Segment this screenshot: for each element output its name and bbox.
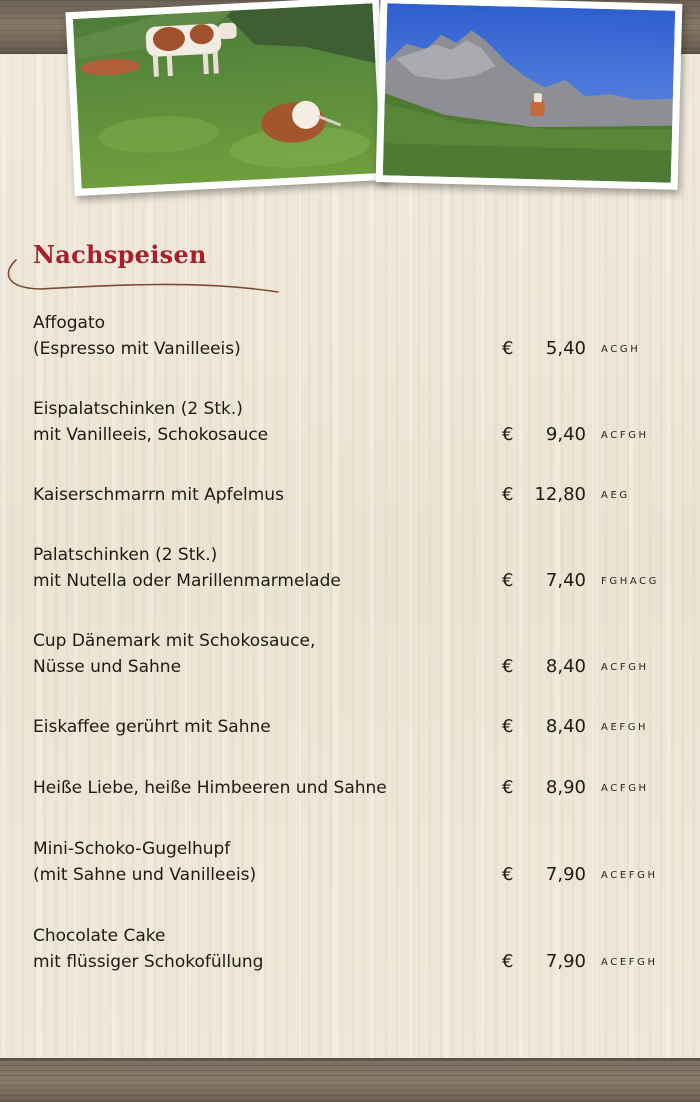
menu-item-name-line: Eispalatschinken (2 Stk.)	[33, 399, 243, 419]
menu-item-name	[33, 310, 483, 362]
menu-item-name-line: Affogato	[33, 313, 106, 333]
menu-item-name-line: Nüsse und Sahne	[33, 657, 182, 677]
allergen-codes: ACFGH	[601, 783, 649, 794]
currency-symbol: €	[502, 951, 514, 972]
menu-item-name-line: mit flüssiger Schokofüllung	[33, 952, 264, 972]
allergen-codes: ACFGH	[601, 662, 649, 673]
currency-symbol: €	[502, 716, 514, 737]
menu-item-price: 8,40	[545, 716, 586, 737]
menu-item-price: 7,90	[545, 951, 586, 972]
menu-item-price: 7,40	[545, 570, 586, 591]
menu-item-price: 9,40	[545, 424, 586, 445]
menu-item-name-line: Cup Dänemark mit Schokosauce,	[33, 631, 316, 651]
menu-item-price: 7,90	[545, 864, 586, 885]
menu-item-name-line: Heiße Liebe, heiße Himbeeren und Sahne	[33, 778, 387, 798]
menu-item-price: 12,80	[534, 484, 586, 505]
menu-item-name	[33, 775, 483, 801]
menu-item-price: 5,40	[545, 338, 586, 359]
allergen-codes: ACGH	[601, 344, 641, 355]
menu-item-name	[33, 396, 483, 448]
currency-symbol: €	[502, 424, 514, 445]
menu-item-name	[33, 628, 483, 680]
menu-item-name-line: mit Vanilleeis, Schokosauce	[33, 425, 269, 445]
allergen-codes: FGHACG	[601, 576, 660, 587]
menu-item-name-line: Chocolate Cake	[33, 926, 166, 946]
menu-item-name-line: (mit Sahne und Vanilleeis)	[33, 865, 257, 885]
menu-item-price: 8,90	[545, 777, 586, 798]
menu-item-name	[33, 923, 483, 975]
allergen-codes: AEFGH	[601, 722, 649, 733]
currency-symbol: €	[502, 338, 514, 359]
currency-symbol: €	[502, 864, 514, 885]
allergen-codes: ACFGH	[601, 430, 649, 441]
currency-symbol: €	[502, 777, 514, 798]
menu-item-price: 8,40	[545, 656, 586, 677]
menu-item-name-line: Palatschinken (2 Stk.)	[33, 545, 218, 565]
menu-item-name	[33, 836, 483, 888]
menu-item-name	[33, 714, 483, 740]
allergen-codes: AEG	[601, 490, 630, 501]
menu-item-name-line: mit Nutella oder Marillenmarmelade	[33, 571, 341, 591]
section-title: Nachspeisen	[33, 240, 207, 269]
currency-symbol: €	[502, 484, 514, 505]
currency-symbol: €	[502, 570, 514, 591]
allergen-codes: ACEFGH	[601, 870, 658, 881]
menu-item-name	[33, 542, 483, 594]
menu-item-name-line: Mini-Schoko-Gugelhupf	[33, 839, 231, 859]
menu-item-name-line: Kaiserschmarrn mit Apfelmus	[33, 485, 284, 505]
wood-bottom-border	[0, 1058, 700, 1102]
menu-item-name-line: (Espresso mit Vanilleeis)	[33, 339, 241, 359]
menu-item-name-line: Eiskaffee gerührt mit Sahne	[33, 717, 271, 737]
currency-symbol: €	[502, 656, 514, 677]
allergen-codes: ACEFGH	[601, 957, 658, 968]
menu-item-name	[33, 482, 483, 508]
